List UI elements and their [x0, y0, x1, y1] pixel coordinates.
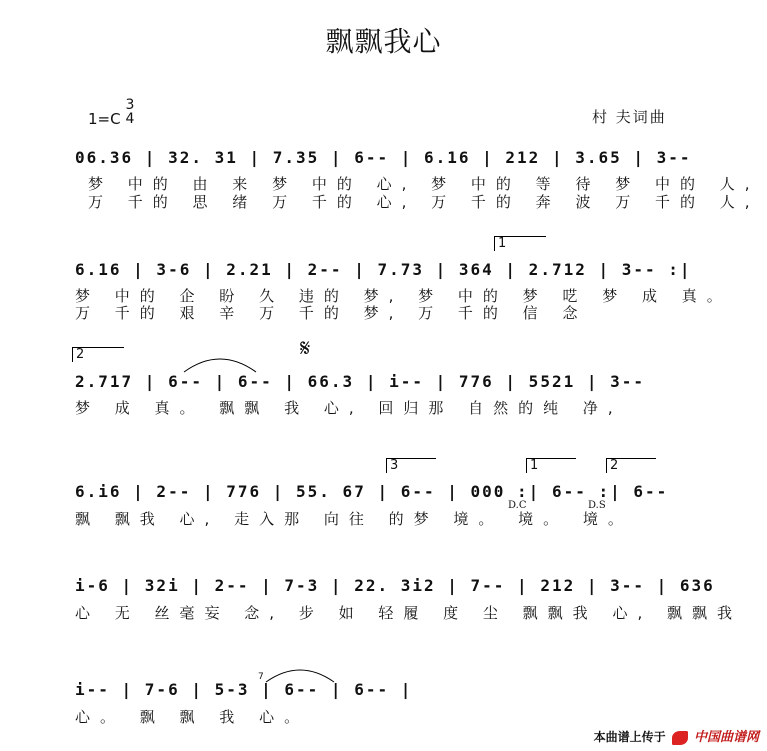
key-signature: 1=C	[88, 110, 121, 128]
time-signature-bottom: 4	[125, 111, 135, 127]
lyrics-line-3: 梦 成 真。 飘飘 我 心, 回归那 自然的纯 净,	[75, 399, 623, 417]
upload-credit	[594, 726, 759, 745]
lyrics-line-1b: 万 千的 思 绪 万 千的 心, 万 千的 奔 波 万 千的 人,	[88, 193, 760, 211]
volta-3: 3	[386, 458, 436, 473]
time-signature	[124, 98, 136, 126]
composer-credit: 村 夫词曲	[592, 108, 667, 126]
dc-marking: D.C	[508, 500, 527, 511]
notes-line-4: 6.i6 | 2-- | 776 | 55. 67 | 6-- | 000 :| 6-- :| 6--	[75, 482, 669, 501]
lyrics-line-2a: 梦 中的 企 盼 久 违的 梦, 梦 中的 梦 呓 梦 成 真。	[75, 287, 732, 305]
ornament-note: 7	[258, 672, 264, 682]
notes-line-2: 6.16 | 3-6 | 2.21 | 2-- | 7.73 | 364 | 2.712 | 3-- :|	[75, 260, 692, 279]
notes-line-6: i-- | 7-6 | 5-3 | 6-- | 6-- |	[75, 680, 413, 699]
tie-slur-end	[262, 664, 338, 686]
segno-sign: 𝄋	[300, 334, 311, 362]
lyrics-line-6: 心。 飘 飘 我 心。	[75, 708, 310, 726]
lyrics-line-2b: 万 千的 艰 辛 万 千的 梦, 万 千的 信 念	[75, 304, 588, 322]
site-brand[interactable]: 中国曲谱网	[693, 730, 759, 745]
tie-slur	[180, 352, 260, 376]
volta-1: 1	[494, 236, 546, 251]
ds-marking: D.S	[588, 500, 606, 511]
volta-2: 2	[72, 347, 124, 362]
song-title: 飘飘我心	[325, 25, 442, 58]
lyrics-line-5: 心 无 丝毫妄 念, 步 如 轻履 度 尘 飘飘我 心, 飘飘我	[75, 604, 742, 622]
volta-4: 1	[526, 458, 576, 473]
notes-line-3: 2.717 | 6-- | 6-- | 66.3 | i-- | 776 | 5521 | 3--	[75, 372, 646, 391]
notes-line-1: 06.36 | 32. 31 | 7.35 | 6-- | 6.16 | 212 | 3.65 | 3--	[75, 148, 692, 167]
site-logo-icon	[672, 731, 688, 745]
lyrics-line-1a: 梦 中的 由 来 梦 中的 心, 梦 中的 等 待 梦 中的 人,	[88, 175, 760, 193]
lyrics-line-4: 飘 飘我 心, 走入那 向往 的梦 境。 境。 境。	[75, 510, 633, 528]
upload-credit-text: 本曲谱上传于	[593, 730, 666, 744]
time-signature-top: 3	[125, 97, 135, 113]
volta-5: 2	[606, 458, 656, 473]
notes-line-5: i-6 | 32i | 2-- | 7-3 | 22. 3i2 | 7-- | 212 | 3-- | 636	[75, 576, 715, 595]
